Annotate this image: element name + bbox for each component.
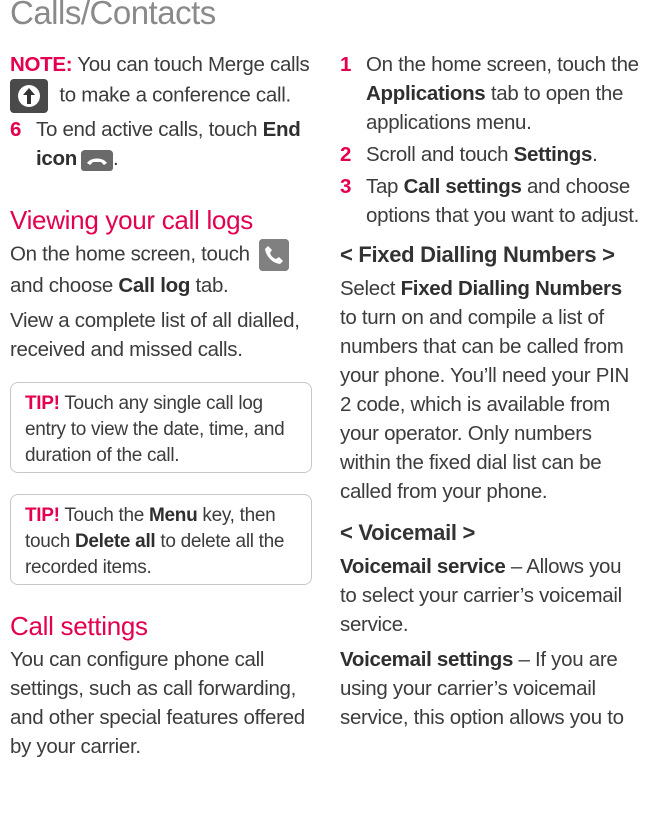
right-column: [340, 50, 640, 732]
viewing-p1-text-1: On the home screen, touch: [10, 242, 256, 266]
fdn-text-1: Select: [340, 277, 401, 300]
step6-text-2: .: [112, 147, 119, 170]
step-6: [10, 115, 312, 173]
viewing-paragraph-1: [10, 239, 312, 300]
step1-text-2: tab to open the applications menu.: [366, 82, 624, 134]
tip2-label: TIP!: [25, 505, 60, 526]
menu-label: Menu: [149, 505, 198, 526]
step-text: [366, 172, 640, 230]
merge-calls-icon: [10, 79, 48, 113]
voicemail-service-label: Voicemail service: [340, 555, 506, 578]
step-text: [366, 140, 640, 169]
tip-box-1: [10, 382, 312, 473]
fixed-dialling-label: Fixed Dialling Numbers: [400, 277, 622, 300]
step3-text-2: and choose options that you want to adjust.: [366, 175, 640, 227]
tip2-text-1: Touch the: [59, 505, 149, 526]
call-settings-paragraph: You can configure phone call settings, such as call forwarding, and other special features offered by your carrier.: [10, 648, 305, 758]
step6-text-1: To end active calls, touch: [36, 118, 263, 141]
note-text-2: to make a conference call.: [54, 83, 291, 107]
end-icon-label: End icon: [36, 118, 301, 170]
note-paragraph: [10, 50, 312, 113]
voicemail-settings-paragraph: [340, 645, 640, 732]
viewing-paragraph-2: View a complete list of all dialled, received and missed calls.: [10, 309, 300, 361]
fdn-text-2: to turn on and compile a list of numbers that can be called from your phone. You’ll need your PIN 2 code, which is available from your operator. Only numbers within the fixed dial list can be called from your phone.: [340, 306, 630, 503]
voicemail-settings-text: – If you are using your carrier’s voicemail service, this option allows you to: [340, 648, 624, 729]
step2-text-1: Scroll and touch: [366, 143, 514, 166]
tip2-text-2: key, then touch: [25, 505, 276, 552]
voicemail-service-text: – Allows you to select your carrier’s voicemail service.: [340, 555, 622, 636]
step-2: [340, 140, 640, 169]
step-text: [36, 115, 312, 173]
call-settings-label: Call settings: [403, 175, 522, 198]
tip2-text-3: to delete all the recorded items.: [25, 531, 285, 578]
voicemail-heading: < Voicemail >: [340, 520, 476, 545]
voicemail-settings-label: Voicemail settings: [340, 648, 514, 671]
fixed-dialling-heading: < Fixed Dialling Numbers >: [340, 242, 615, 267]
tip1-text: Touch any single call log entry to view the date, time, and duration of the call.: [25, 393, 285, 466]
tip-box-2: [10, 494, 312, 585]
delete-all-label: Delete all: [74, 531, 156, 552]
tip1-label: TIP!: [25, 393, 60, 414]
step-number: 2: [340, 143, 352, 166]
step-text: [366, 50, 640, 137]
fixed-dialling-paragraph: [340, 274, 640, 506]
step2-text-2: .: [592, 143, 598, 166]
note-text-1: You can touch Merge calls: [72, 53, 310, 76]
viewing-call-logs-heading: Viewing your call logs: [10, 205, 253, 235]
viewing-p1-text-3: tab.: [190, 274, 229, 297]
voicemail-service-paragraph: [340, 552, 640, 639]
call-settings-heading: Call settings: [10, 611, 148, 641]
step3-text-1: Tap: [366, 175, 404, 198]
step1-text-1: On the home screen, touch the: [366, 53, 639, 76]
step-number: 3: [340, 175, 352, 198]
settings-label: Settings: [513, 143, 593, 166]
left-column: [10, 50, 312, 761]
step-number: 6: [10, 118, 22, 141]
applications-label: Applications: [366, 82, 486, 105]
viewing-p1-text-2: and choose: [10, 274, 119, 297]
page-title: Calls/Contacts: [10, 0, 216, 31]
end-call-icon: [81, 150, 113, 170]
note-label: NOTE:: [10, 53, 73, 76]
phone-icon: [259, 239, 289, 271]
step-number: 1: [340, 53, 352, 76]
call-log-label: Call log: [118, 274, 191, 297]
step-3: [340, 172, 640, 230]
step-1: [340, 50, 640, 137]
